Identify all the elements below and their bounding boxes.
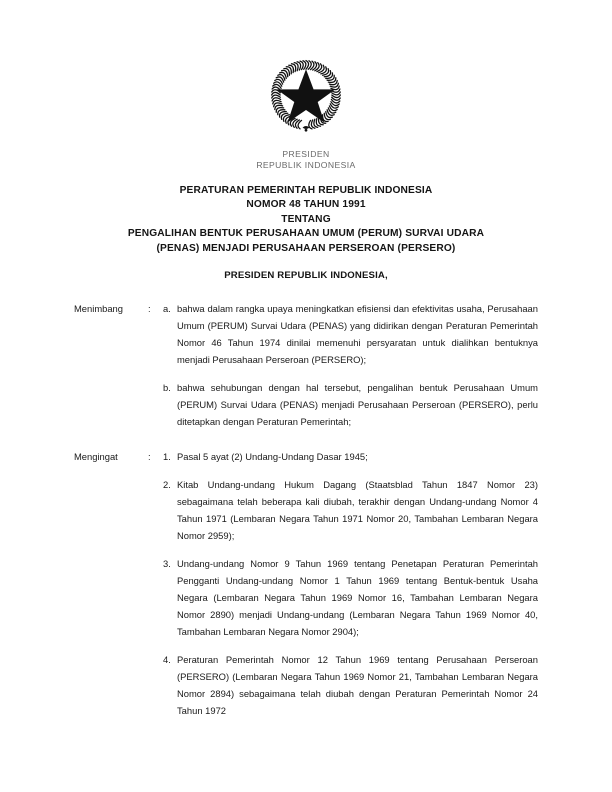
clause-label-menimbang: Menimbang [74,303,123,314]
emblem-block [0,52,612,171]
clauses-container [74,300,538,733]
emblem-caption [0,149,612,171]
emblem-caption-line-2: REPUBLIK INDONESIA [256,160,356,170]
item-marker: a. [163,303,171,314]
list-item [163,300,538,368]
list-item [163,555,538,640]
title-line-4: PENGALIHAN BENTUK PERUSAHAAN UMUM (PERUM) SURVAI UDARA [127,228,485,240]
title-line-1: PERATURAN PEMERINTAH REPUBLIK INDONESIA [179,185,433,196]
clause-items-mengingat [163,448,538,719]
clause-group-menimbang [74,300,538,430]
list-item [163,448,538,465]
item-marker: 2. [163,479,171,490]
item-marker: 1. [163,451,171,462]
item-text: Pasal 5 ayat (2) Undang-Undang Dasar 1945; [177,451,368,462]
clause-colon-menimbang: : [148,303,151,314]
item-text: Undang-undang Nomor 9 Tahun 1969 tentang Penetapan Peraturan Pemerintah Pengganti Undang-undang Nomor 1 Tahun 1969 tentang Bentuk-bentuk Usaha Negara (Lembaran Negara Tahun 1969 Nomor 16, Tambahan Lembaran Negara Nomor 2890) menjadi Undang-undang (Lembaran Negara Tahun 1969 Nomor 40, Tambahan Lembaran Negara Nomor 2904); [177,558,538,637]
subject-heading: PRESIDEN REPUBLIK INDONESIA, [224,270,388,281]
item-text: bahwa sehubungan dengan hal tersebut, pengalihan bentuk Perusahaan Umum (PERUM) Survai Udara (PENAS) menjadi Perusahaan Perseroan (PERSERO), perlu ditetapkan dengan Peraturan Pemerintah; [177,382,538,427]
title-line-2: NOMOR 48 TAHUN 1991 [246,199,366,211]
item-marker: b. [163,382,171,393]
clause-label-mengingat: Mengingat [74,451,118,462]
list-item [163,651,538,719]
presidential-seal-icon [263,52,349,138]
clause-group-mengingat [74,448,538,719]
item-text: Peraturan Pemerintah Nomor 12 Tahun 1969 tentang Perusahaan Perseroan (PERSERO) (Lembaran Negara Tahun 1969 Nomor 21, Tambahan Lembaran Negara Nomor 2894) sebagaimana telah diubah dengan Peraturan Pemerintah Nomor 24 Tahun 1972 [177,654,538,716]
clause-colon-mengingat: : [148,451,151,462]
clause-items-menimbang [163,300,538,430]
list-item [163,476,538,544]
item-marker: 4. [163,654,171,665]
document-title [58,184,554,256]
item-marker: 3. [163,558,171,569]
item-text: Kitab Undang-undang Hukum Dagang (Staatsblad Tahun 1847 Nomor 23) sebagaimana telah beberapa kali diubah, terakhir dengan Undang-undang Nomor 4 Tahun 1971 (Lembaran Negara Tahun 1971 Nomor 20, Tambahan Lembaran Negara Nomor 2959); [177,479,538,541]
emblem-caption-line-1: PRESIDEN [282,149,330,159]
list-item [163,379,538,430]
title-line-5: (PENAS) MENJADI PERUSAHAAN PERSEROAN (PERSERO) [156,242,456,254]
title-line-3: TENTANG [281,213,331,225]
item-text: bahwa dalam rangka upaya meningkatkan efisiensi dan efektivitas usaha, Perusahaan Umum (PERUM) Survai Udara (PENAS) yang didirikan dengan Peraturan Pemerintah Nomor 46 Tahun 1974 dinilai memenuhi persyaratan untuk dialihkan bentuknya menjadi Perusahaan Perseroan (PERSERO); [177,303,538,365]
